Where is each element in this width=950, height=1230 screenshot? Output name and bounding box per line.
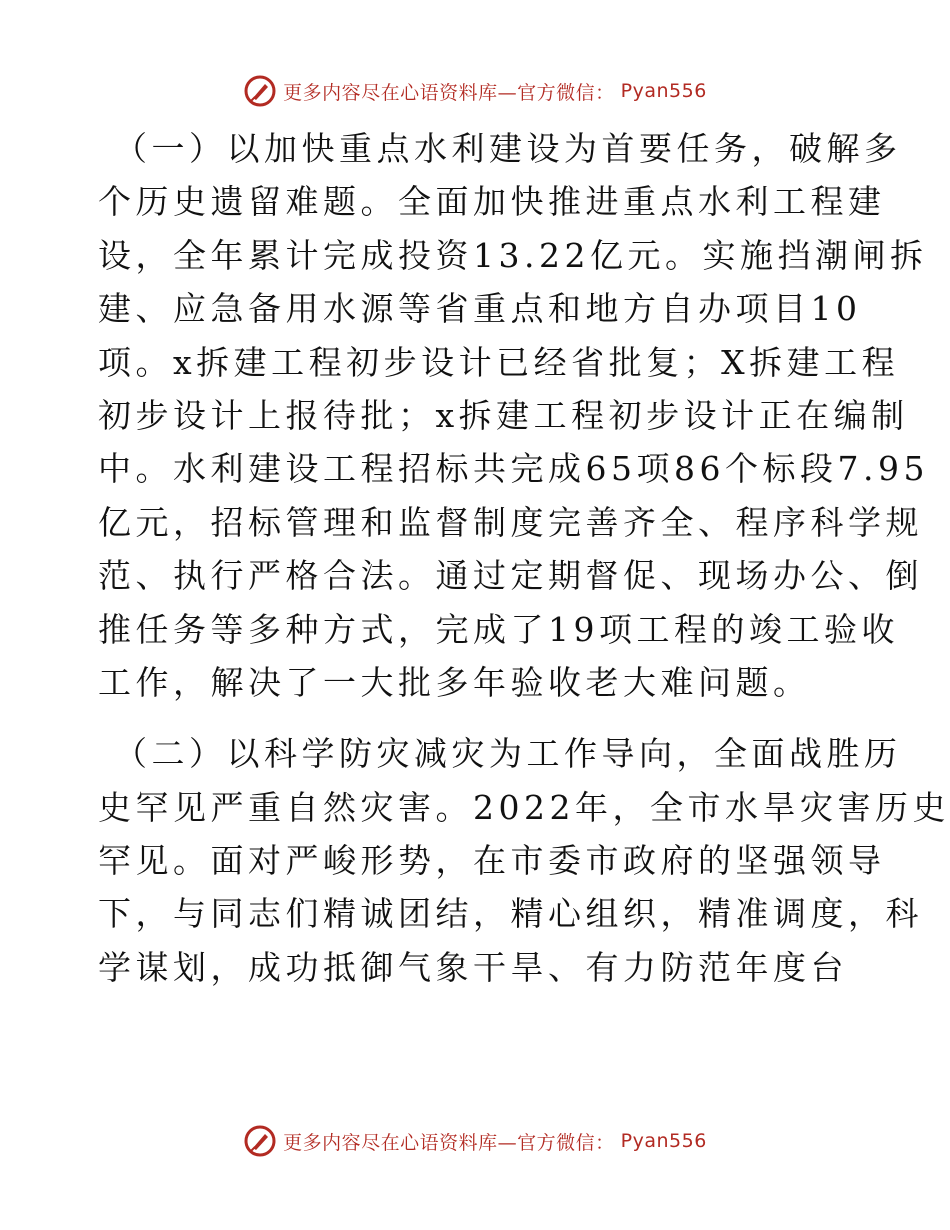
paragraph-spacer xyxy=(98,709,858,727)
text-line: 建、应急备用水源等省重点和地方自办项目10 xyxy=(98,289,862,329)
text-line: 罕见。面对严峻形势，在市委市政府的坚强领导 xyxy=(98,841,886,881)
text-line: 亿元，招标管理和监督制度完善齐全、程序科学规 xyxy=(98,502,923,542)
paragraph-2 xyxy=(98,727,950,994)
text-line: 下，与同志们精诚团结，精心组织，精准调度，科 xyxy=(98,894,923,934)
watermark-text: 更多内容尽在心语资料库—官方微信： xyxy=(283,81,615,104)
text-line: 推任务等多种方式，完成了19项工程的竣工验收 xyxy=(98,609,899,649)
text-line: 个历史遗留难题。全面加快推进重点水利工程建 xyxy=(98,182,886,222)
text-line: （一）以加快重点水利建设为首要任务，破解多 xyxy=(114,129,902,168)
quill-badge-icon xyxy=(243,74,277,108)
text-line: 初步设计上报待批；x拆建工程初步设计正在编制 xyxy=(98,395,909,435)
quill-badge-icon xyxy=(243,1124,277,1158)
text-line: 工作，解决了一大批多年验收老大难问题。 xyxy=(98,662,811,702)
header-watermark xyxy=(0,74,950,108)
text-line: （二）以科学防灾减灾为工作导向，全面战胜历 xyxy=(114,734,902,774)
text-line: 设，全年累计完成投资13.22亿元。实施挡潮闸拆 xyxy=(98,235,928,275)
watermark-text: 更多内容尽在心语资料库—官方微信： xyxy=(283,1131,615,1154)
paragraph-1 xyxy=(98,122,929,709)
footer-watermark xyxy=(0,1124,950,1158)
watermark-wechat-id: Pyan556 xyxy=(620,80,707,102)
text-line: 范、执行严格合法。通过定期督促、现场办公、倒 xyxy=(98,556,923,596)
body-text xyxy=(98,122,950,994)
text-line: 学谋划，成功抵御气象干旱、有力防范年度台 xyxy=(98,947,848,987)
text-line: 史罕见严重自然灾害。2022年，全市水旱灾害历史 xyxy=(98,787,950,827)
text-line: 中。水利建设工程招标共完成65项86个标段7.95 xyxy=(98,449,929,489)
text-line: 项。x拆建工程初步设计已经省批复；X拆建工程 xyxy=(98,342,900,382)
watermark-wechat-id: Pyan556 xyxy=(620,1130,707,1152)
